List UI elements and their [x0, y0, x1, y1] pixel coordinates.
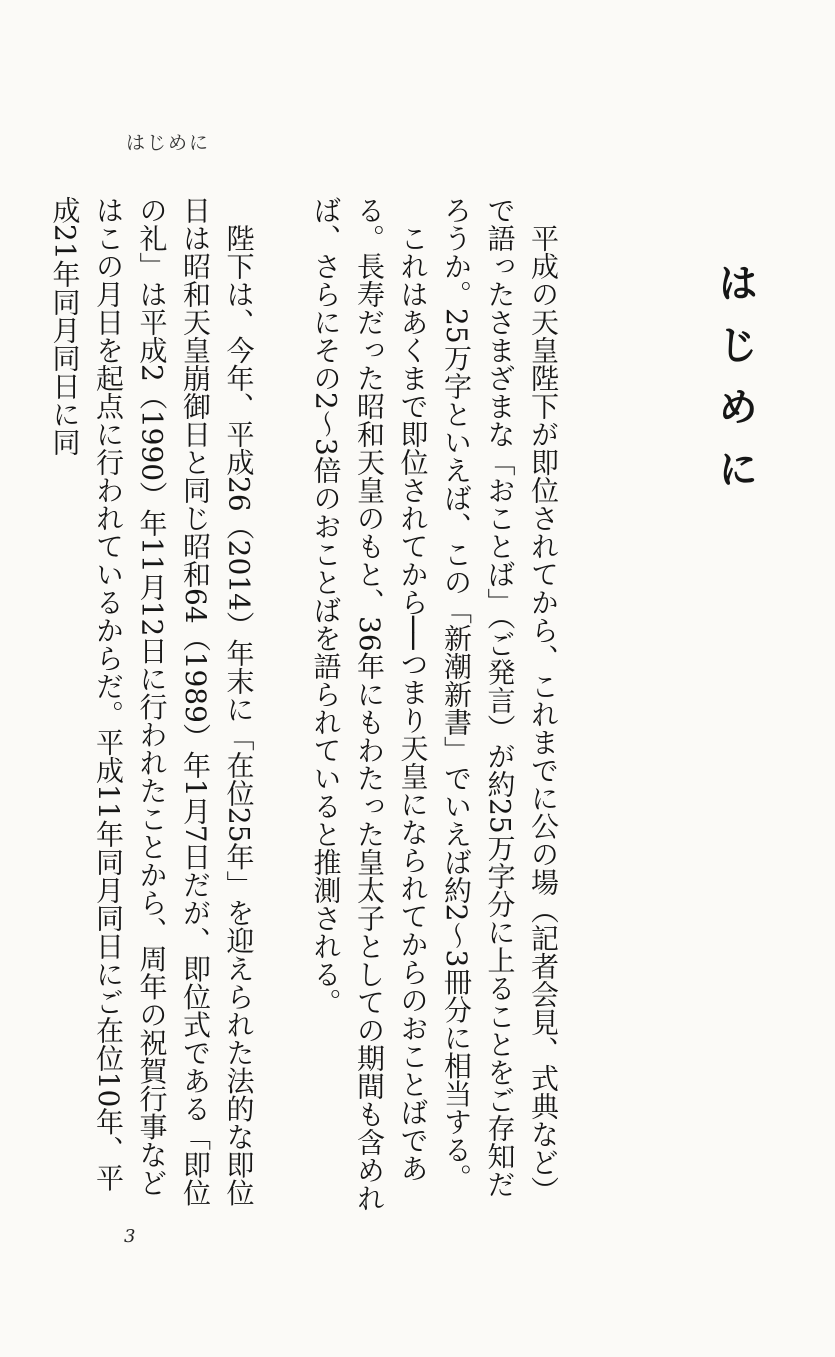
- paragraph-gap: [261, 196, 305, 1216]
- paragraph: これはあくまで即位されてから──つまり天皇になられてからのおことばである。長寿だった昭和天皇のもと、36年にもわたった皇太子としての期間も含めれば、さらにその2〜3倍のおことばを語られていると推測される。: [309, 196, 430, 1212]
- paragraph: 陛下は、今年、平成26（2014）年末に「在位25年」を迎えられた法的な即位日は昭和天皇崩御日と同じ昭和64（1989）年1月7日だが、即位式である「即位の礼」は平成2（1990）年11月12日に行われたことから、周年の祝賀行事などはこの月日を起点に行われているからだ。平成11年同月同日にご在位10年、平成21年同月同日に同: [48, 196, 256, 1207]
- chapter-title: はじめに: [711, 262, 759, 510]
- body-text: [48, 196, 565, 1216]
- running-head: はじめに: [126, 132, 211, 154]
- paragraph: 平成の天皇陛下が即位されてから、これまでに公の場（記者会見、式典など）で語ったさまざまな「おことば」（ご発言）が約25万字分に上ることをご存知だろうか。25万字といえば、この「新潮新書」でいえば約2〜3冊分に相当する。: [440, 196, 560, 1204]
- page-number: 3: [124, 1226, 136, 1247]
